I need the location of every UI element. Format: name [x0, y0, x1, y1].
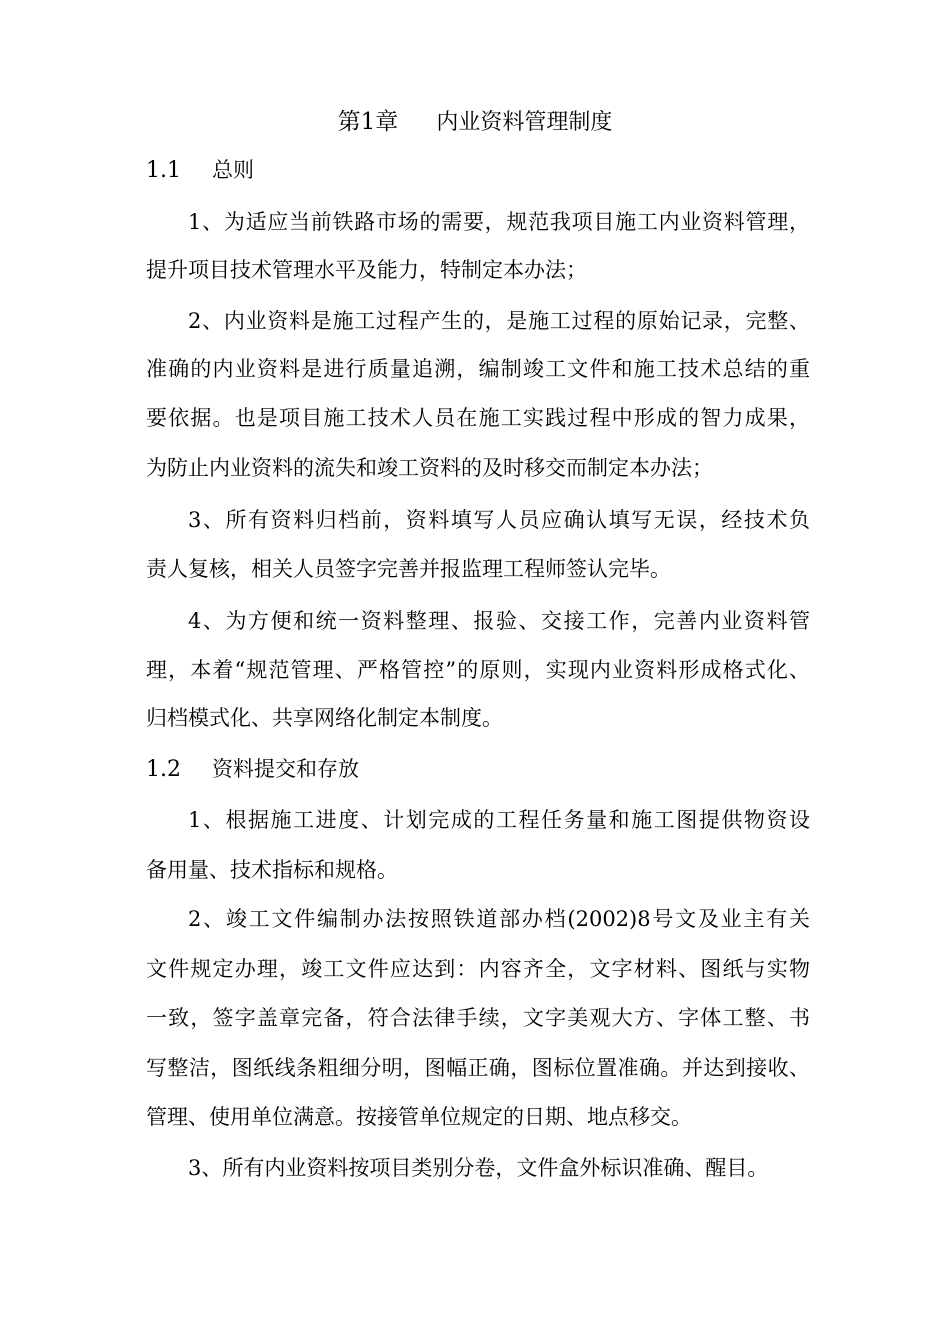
- paragraph-line: 3、所有内业资料按项目类别分卷，文件盒外标识准确、醒目。: [188, 1156, 769, 1180]
- paragraph-line: 2、竣工文件编制办法按照铁道部办档(2002)8号文及业主有关: [188, 907, 810, 931]
- section-title: 总则: [212, 158, 254, 182]
- paragraph-line: 理，本着“规范管理、严格管控”的原则，实现内业资料形成格式化、: [146, 658, 810, 682]
- paragraph-line: 管理、使用单位满意。按接管单位规定的日期、地点移交。: [146, 1105, 692, 1129]
- paragraph-line: 1、根据施工进度、计划完成的工程任务量和施工图提供物资设: [188, 808, 810, 832]
- paragraph-line: 3、所有资料归档前，资料填写人员应确认填写无误，经技术负: [188, 508, 810, 532]
- paragraph-line: 4、为方便和统一资料整理、报验、交接工作，完善内业资料管: [188, 609, 810, 633]
- paragraph-line: 要依据。也是项目施工技术人员在施工实践过程中形成的智力成果，: [146, 406, 810, 430]
- chapter-title: [0, 104, 950, 141]
- section-heading-1-2: [146, 751, 359, 788]
- paragraph-line: 准确的内业资料是进行质量追溯，编制竣工文件和施工技术总结的重: [146, 357, 810, 381]
- paragraph-line: 提升项目技术管理水平及能力，特制定本办法；: [146, 258, 587, 282]
- section-number: 1.1: [146, 158, 181, 183]
- paragraph-line: 文件规定办理，竣工文件应达到：内容齐全，文字材料、图纸与实物: [146, 957, 810, 981]
- paragraph-line: 责人复核，相关人员签字完善并报监理工程师签认完毕。: [146, 557, 671, 581]
- paragraph-line: 一致，签字盖章完备，符合法律手续，文字美观大方、字体工整、书: [146, 1006, 810, 1030]
- paragraph-line: 2、内业资料是施工过程产生的，是施工过程的原始记录，完整、: [188, 309, 810, 333]
- paragraph-line: 备用量、技术指标和规格。: [146, 858, 398, 882]
- chapter-number: 第1章: [337, 109, 399, 135]
- paragraph-line: 归档模式化、共享网络化制定本制度。: [146, 706, 503, 730]
- paragraph-line: 写整洁，图纸线条粗细分明，图幅正确，图标位置准确。并达到接收、: [146, 1056, 810, 1080]
- section-heading-1-1: [146, 152, 254, 189]
- chapter-name: 内业资料管理制度: [436, 110, 613, 135]
- section-number: 1.2: [146, 757, 181, 782]
- section-title: 资料提交和存放: [212, 757, 359, 781]
- paragraph-line: 为防止内业资料的流失和竣工资料的及时移交而制定本办法；: [146, 456, 713, 480]
- paragraph-line: 1、为适应当前铁路市场的需要，规范我项目施工内业资料管理，: [188, 210, 810, 234]
